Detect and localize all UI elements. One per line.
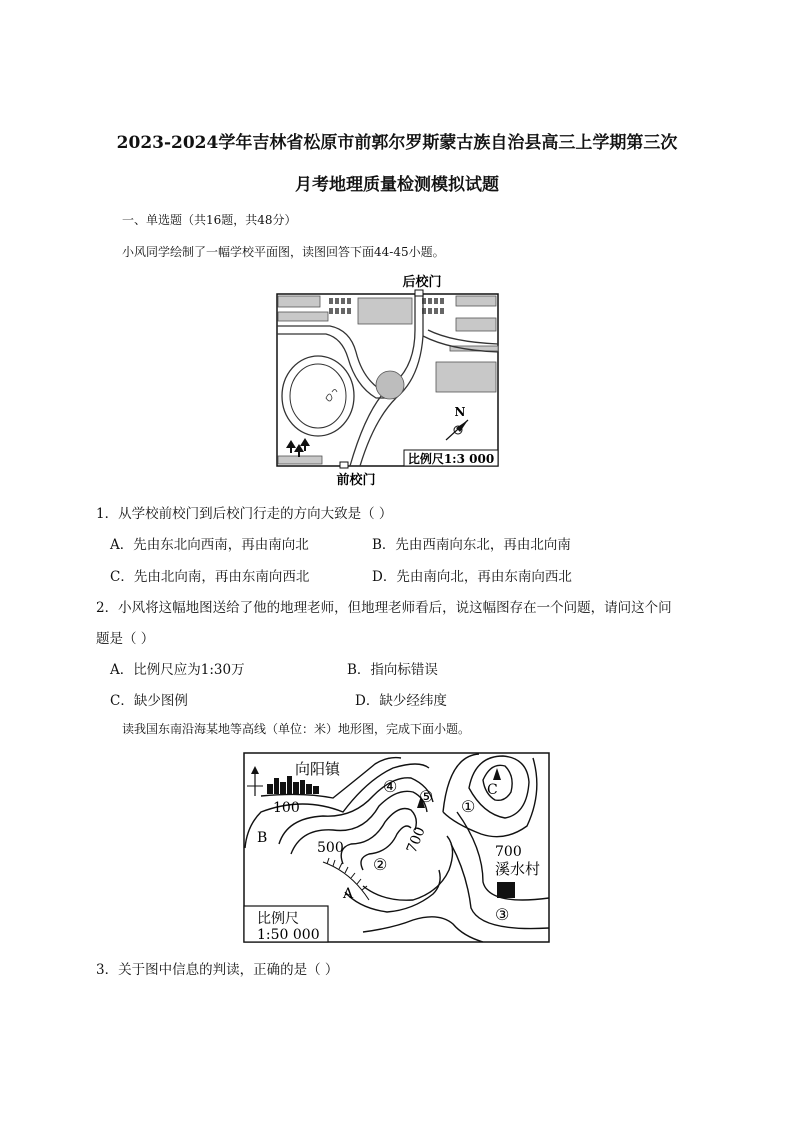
front-gate-marker <box>340 462 348 468</box>
question-1-stem: 1．从学校前校门到后校门行走的方向大致是（ ） <box>96 506 393 522</box>
point-c-label: C <box>487 782 498 798</box>
title-line-2: 月考地理质量检测模拟试题 <box>295 175 499 195</box>
title-line-1: 2023-2024学年吉林省松原市前郭尔罗斯蒙古族自治县高三上学期第三次 <box>116 133 678 153</box>
back-gate-label: 后校门 <box>402 275 442 290</box>
village-marker-icon <box>497 882 515 898</box>
question-1-option-b[interactable]: B．先由西南向东北，再由北向南 <box>372 537 571 553</box>
building <box>278 456 322 464</box>
front-gate-label: 前校门 <box>336 473 376 488</box>
marker-3: ③ <box>495 905 510 924</box>
building <box>456 318 496 331</box>
building <box>278 296 320 307</box>
point-a-label: A <box>343 886 354 902</box>
question-1-option-a[interactable]: A．先由东北向西南，再由南向北 <box>110 537 309 553</box>
contour-label-500: 500 <box>317 840 344 856</box>
question-3-stem: 3．关于图中信息的判读，正确的是（ ） <box>96 962 339 978</box>
question-2-stem-line-1: 2．小风将这幅地图送给了他的地理老师，但地理老师看后，说这幅图存在一个问题，请问这个问 <box>96 600 672 616</box>
compass-label: N <box>454 405 466 419</box>
scale-value: 1:50 000 <box>257 927 320 943</box>
question-2-option-d[interactable]: D．缺少经纬度 <box>355 693 447 709</box>
contour-label-100: 100 <box>273 800 300 816</box>
question-2-option-b[interactable]: B．指向标错误 <box>347 662 438 678</box>
marker-1: ① <box>461 797 476 816</box>
back-gate-marker <box>415 290 423 296</box>
point-b-label: B <box>257 830 268 846</box>
intro-text-2: 读我国东南沿海某地等高线（单位：米）地形图，完成下面小题。 <box>122 722 471 736</box>
town-label: 向阳镇 <box>295 760 341 778</box>
question-2-option-c[interactable]: C．缺少图例 <box>110 693 188 709</box>
contour-label-700-a: 700 <box>403 824 429 856</box>
building <box>278 312 328 321</box>
contour-map <box>243 752 551 944</box>
question-1-option-d[interactable]: D．先由南向北，再由东南向西北 <box>372 569 572 585</box>
section-header: 一、单选题（共16题，共48分） <box>122 213 297 227</box>
intro-text-1: 小风同学绘制了一幅学校平面图，读图回答下面44-45小题。 <box>122 245 445 259</box>
building <box>358 298 412 324</box>
contour-label-700-b: 700 <box>495 844 522 860</box>
building <box>436 362 496 392</box>
question-2-option-a[interactable]: A．比例尺应为1:30万 <box>110 662 245 678</box>
building <box>456 296 496 306</box>
village-label: 溪水村 <box>495 860 541 878</box>
scale-text: 比例尺1:3 000 <box>407 452 495 466</box>
marker-4: ④ <box>383 777 398 796</box>
school-plan-map <box>270 270 506 490</box>
scale-label: 比例尺 <box>257 911 299 927</box>
question-2-stem-line-2: 题是（ ） <box>96 631 155 647</box>
marker-2: ② <box>373 855 388 874</box>
fountain-icon <box>376 371 404 399</box>
sports-field-inner <box>290 364 346 428</box>
question-1-option-c[interactable]: C．先由北向南，再由东南向西北 <box>110 569 310 585</box>
marker-5: ⑤ <box>419 787 434 806</box>
